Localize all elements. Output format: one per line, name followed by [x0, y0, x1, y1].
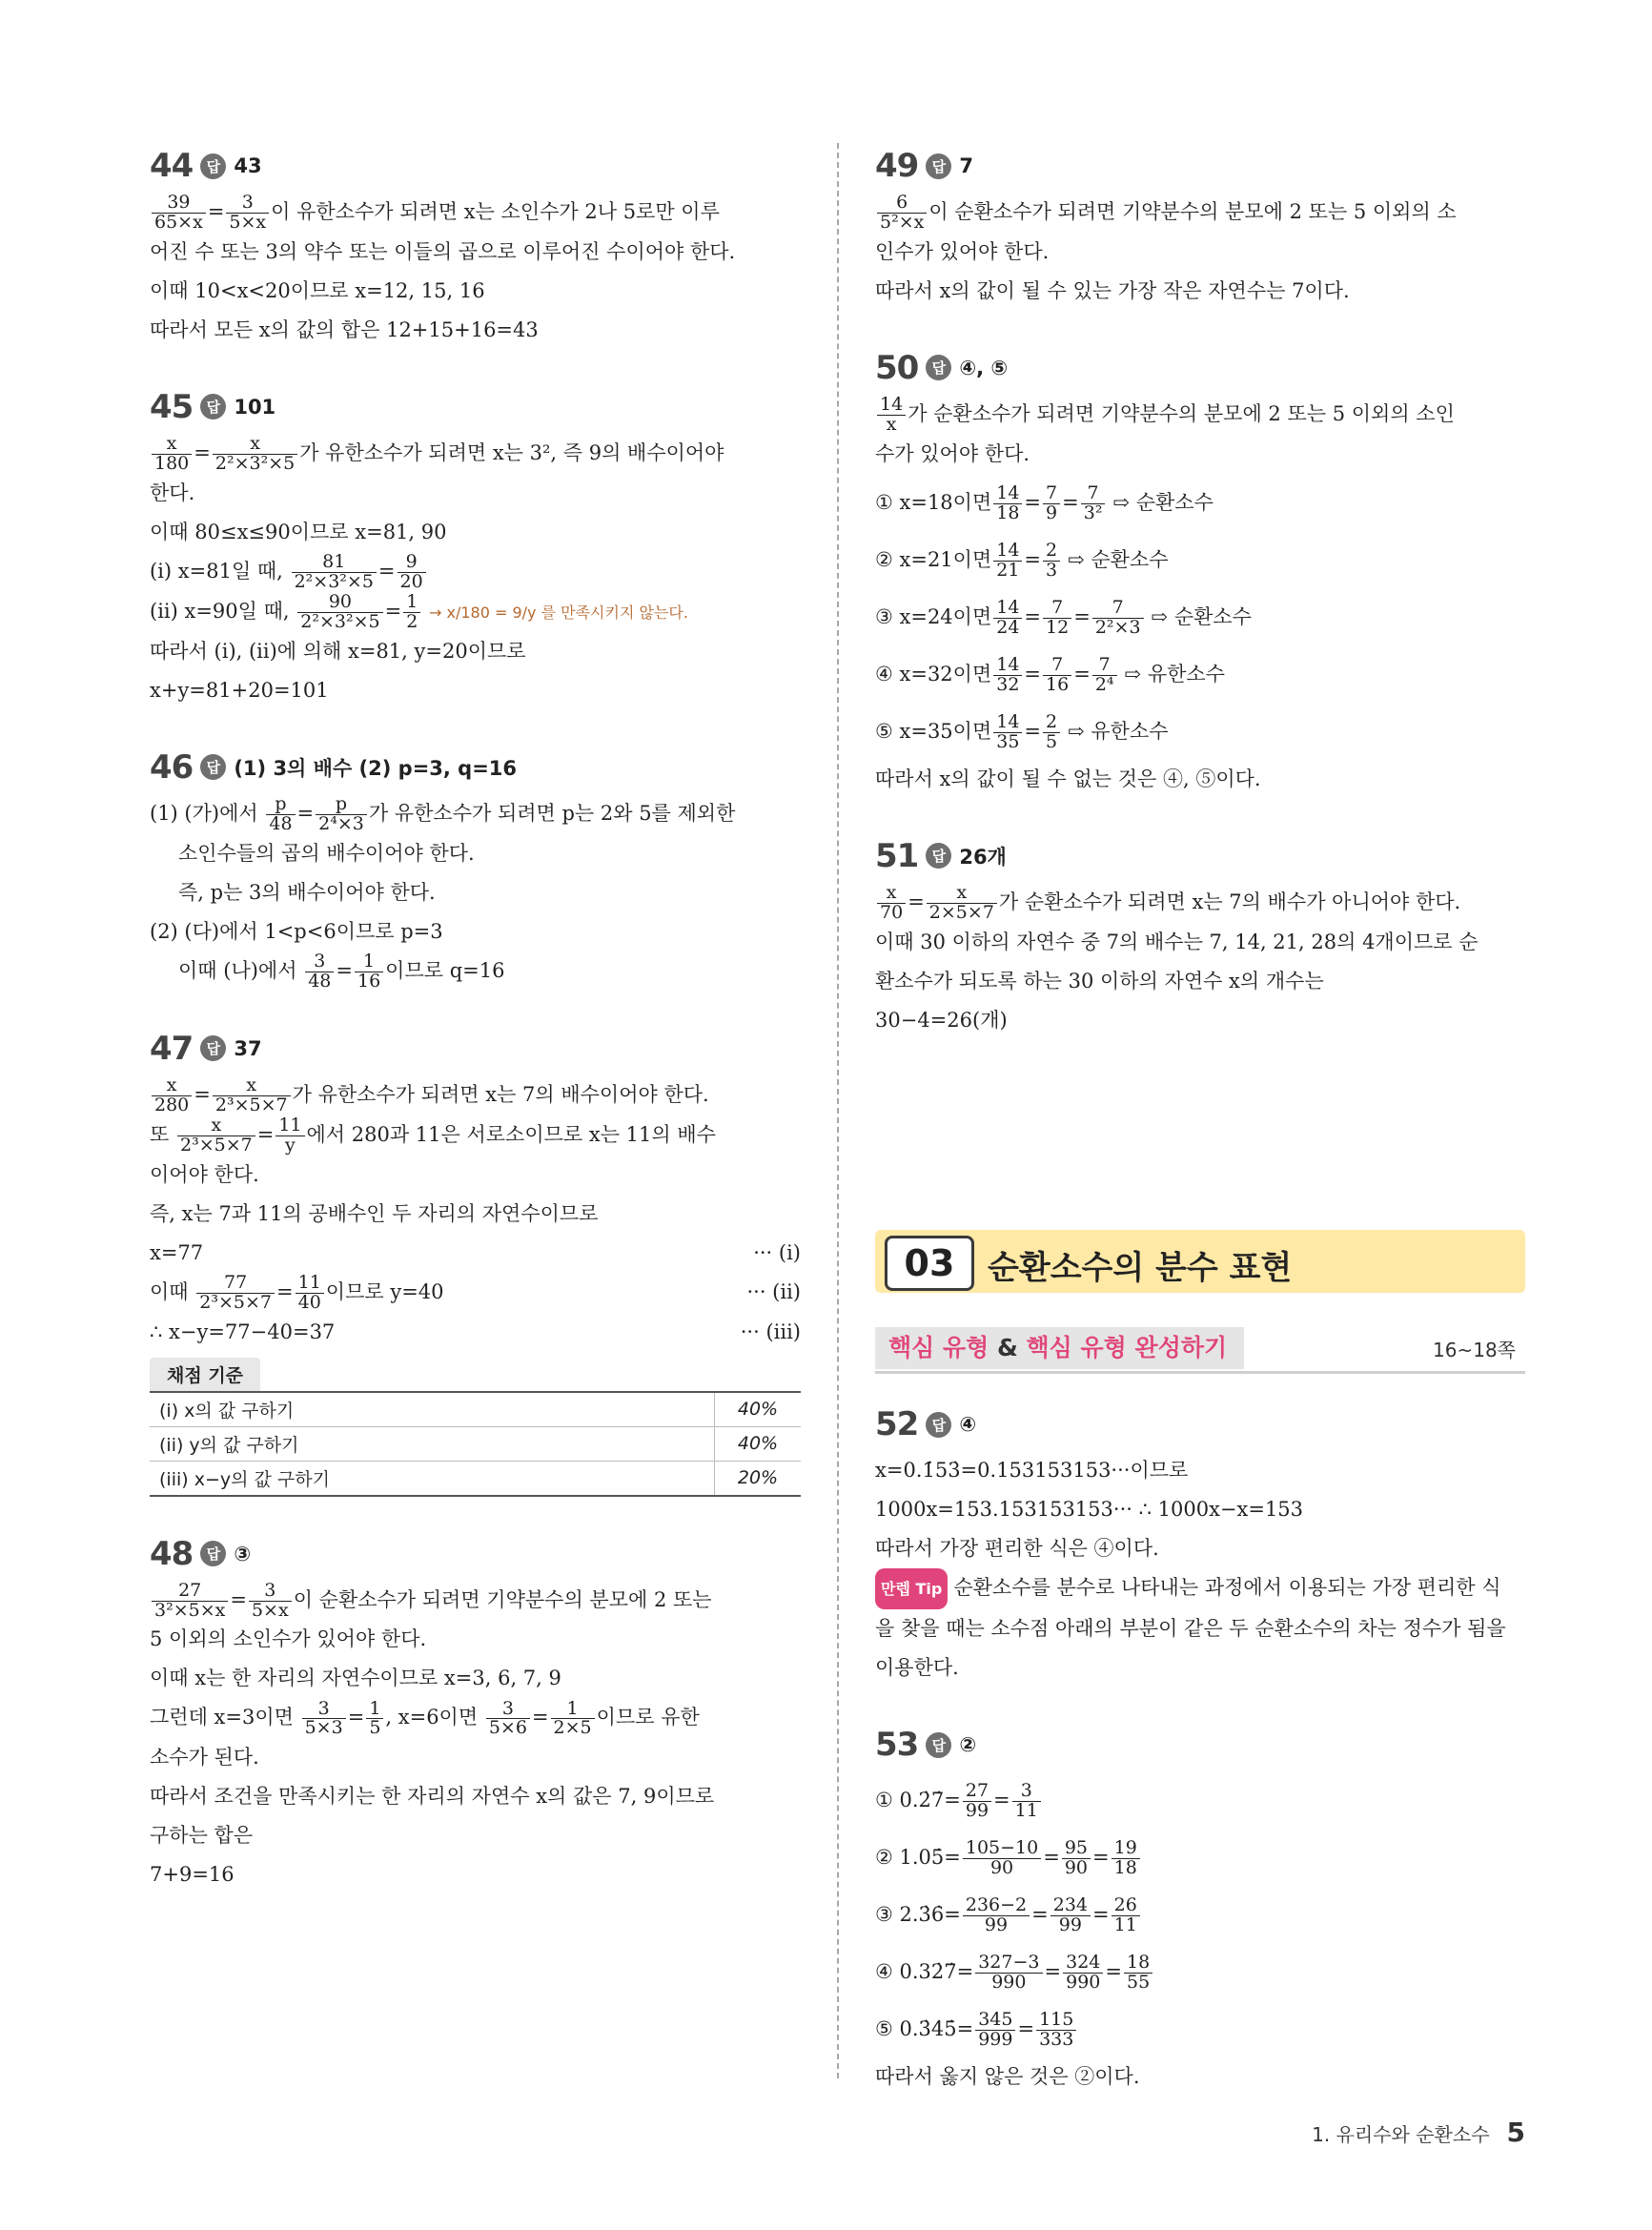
answer: 7 — [959, 154, 973, 177]
problem-47: 47 답 37 $\frac{x}{280}$ = $\frac{x}{\text{2³×5×7}}$ 가 유한소수가 되려면 x는 7의 배수이어야 한다. 또 $\frac{x}{\text{2³×5×7}}$ = $\frac{11}{y}$ 에서 280과 11은 서로소이므로 x는 11의 배수 이어야 한다. 즉, x는 7과 11의 공배수인 두 자리의 자연수이므로 x=77 ··· (i) 이때 $\frac{77}{\text{2³×5×7}}$ = $\frac{11}{40}$ 이므로 y=40 ··· (ii) ∴ x−y=77−40=37 ··· (iii) 채점 기준 (i) x의 값 구하기 40% (ii) y의 값 구하기 40% (iii) x−y의 값 구하기 20% — [150, 1026, 801, 1497]
fraction: $\frac{p}{\text{2⁴×3}}$ — [316, 795, 367, 834]
text: (1) (가)에서 — [150, 801, 258, 825]
text: 30−4=26(개) — [875, 1008, 1008, 1032]
answer-badge: 답 — [200, 394, 226, 419]
problem-45: 45 답 101 $\frac{x}{180}$ = $\frac{x}{\text{2²×3²×5}}$ 가 유한소수가 되려면 x는 3², 즉 9의 배수이어야 한다. 이때 80≤x≤90이므로 x=81, 90 (i) x=81일 때, $\frac{81}{\text{2²×3²×5}}$ = $\frac{9}{20}$ (ii) x=90일 때, $\frac{90}{\text{2²×3²×5}}$ = $\frac{1}{2}$ → x/180 = 9/y 를 만족시키지 않는다. 따라서 (i), (ii)에 의해 x=81, y=20이므로 x+y=81+20=101 — [150, 384, 801, 710]
grading-criteria — [150, 1358, 801, 1497]
choice-result: ⇨ 순환소수 — [1151, 604, 1252, 628]
page-footer — [1312, 2117, 1525, 2148]
grade-percent: 20% — [715, 1461, 802, 1496]
text: 이때 80≤x≤90이므로 x=81, 90 — [150, 520, 447, 543]
step-marker: ··· (iii) — [740, 1320, 801, 1343]
text: 따라서 옳지 않은 것은 ②이다. — [875, 2065, 1140, 2088]
fraction: $\frac{11}{y}$ — [275, 1116, 304, 1156]
answer: ③ — [234, 1542, 252, 1565]
fraction: $\frac{7}{16}$ — [1043, 656, 1071, 695]
answer: ② — [959, 1733, 977, 1756]
fraction: $\frac{27}{99}$ — [963, 1782, 991, 1821]
fraction: $\frac{2}{5}$ — [1043, 713, 1060, 752]
page-range: 16~18쪽 — [1433, 1339, 1516, 1361]
text: 그런데 x=3이면 — [150, 1706, 294, 1729]
fraction: $\frac{9}{20}$ — [398, 553, 426, 592]
subsection-header — [875, 1327, 1525, 1374]
answer-badge: 답 — [926, 153, 951, 179]
text: 또 — [150, 1122, 170, 1146]
text: x=77 — [150, 1240, 204, 1264]
answer: 101 — [234, 395, 276, 419]
problem-number: 46 — [150, 747, 194, 787]
fraction: $\frac{14}{32}$ — [993, 656, 1022, 695]
problem-52 — [875, 1401, 1525, 1688]
fraction: $\frac{3}{5\times 3}$ — [302, 1700, 346, 1739]
problem-number: 47 — [150, 1029, 194, 1068]
fraction: $\frac{19}{18}$ — [1112, 1839, 1140, 1878]
fraction: $\frac{3}{5\times 6}$ — [486, 1700, 530, 1739]
table-row — [150, 1461, 801, 1496]
grade-percent: 40% — [715, 1392, 802, 1427]
text: 을 찾을 때는 소수점 아래의 부분이 같은 두 순환소수의 차는 정수가 됨을 — [875, 1617, 1506, 1640]
fraction: $\frac{1}{2\times 5}$ — [551, 1700, 595, 1739]
text: (i) x=81일 때, — [150, 559, 283, 583]
text: , x=6이면 — [385, 1706, 479, 1729]
list-item: ⑤ 0.3̇45̇= $\frac{345}{999}$ = $\frac{115}{333}$ — [875, 2000, 1525, 2057]
fraction: $\frac{1}{2}$ — [403, 593, 420, 632]
text: 즉, x는 7과 11의 공배수인 두 자리의 자연수이므로 — [150, 1201, 599, 1225]
fraction: $\frac{3}{11}$ — [1012, 1782, 1041, 1821]
problem-number: 45 — [150, 387, 194, 426]
fraction: $\frac{115}{333}$ — [1036, 2011, 1076, 2050]
choice-label: ⑤ 0.3̇45̇= — [875, 2017, 974, 2040]
text: 따라서 가장 편리한 식은 ④이다. — [875, 1537, 1159, 1560]
text: 인수가 있어야 한다. — [875, 239, 1050, 263]
choice-list — [875, 1771, 1525, 2057]
answer-badge: 답 — [926, 843, 951, 869]
text: 가 유한소수가 되려면 x는 3², 즉 9의 배수이어야 — [299, 440, 724, 464]
fraction: $\frac{x}{\text{2³×5×7}}$ — [177, 1116, 255, 1156]
fraction: $\frac{7}{\text{3²}}$ — [1081, 484, 1106, 523]
choice-label: ② 1.05̇= — [875, 1846, 961, 1869]
section-number: 03 — [885, 1236, 974, 1291]
text: 소수가 된다. — [150, 1746, 259, 1770]
problem-49 — [875, 143, 1525, 311]
answer-badge: 답 — [200, 754, 226, 780]
text: 구하는 합은 — [150, 1824, 254, 1848]
subsection-label-a: 핵심 유형 — [888, 1334, 989, 1361]
section-title: 순환소수의 분수 표현 — [988, 1249, 1293, 1287]
problem-number: 49 — [875, 147, 919, 185]
fraction: $\frac{11}{40}$ — [296, 1274, 324, 1313]
fraction: $\frac{x}{70}$ — [877, 884, 906, 923]
problem-44: 44 답 43 $\frac{39}{65\times x}$ = $\frac{3}{5\times x}$ 이 유한소수가 되려면 x는 소인수가 2나 5로만 이루 어진 수 또는 3의 약수 또는 이들의 곱으로 이루어진 수이어야 한다. 이때 10<x<20이므로 x=12, 15, 16 따라서 모든 x의 값의 합은 12+15+16=43 — [150, 143, 801, 350]
text: 따라서 모든 x의 값의 합은 12+15+16=43 — [150, 317, 539, 341]
text: 이때 — [150, 1279, 189, 1303]
grade-item: (ii) y의 값 구하기 — [150, 1426, 715, 1461]
right-column-lower — [875, 1401, 1525, 2131]
answer: ④, ⑤ — [959, 356, 1009, 379]
fraction: $\frac{3}{5\times x}$ — [249, 1582, 292, 1621]
list-item: ③ x=24이면 $\frac{14}{24}$ = $\frac{7}{12}$ = $\frac{7}{\text{2²×3}}$ ⇨ 순환소수 — [875, 596, 1252, 638]
left-column — [150, 143, 801, 1929]
fraction: $\frac{14}{24}$ — [993, 599, 1022, 638]
text: 이 유한소수가 되려면 x는 소인수가 2나 5로만 이루 — [271, 200, 720, 223]
fraction: $\frac{18}{55}$ — [1124, 1954, 1152, 1993]
problem-50 — [875, 345, 1525, 799]
table-row — [150, 1426, 801, 1461]
answer: 37 — [234, 1036, 262, 1060]
list-item: ④ 0.32̇7̇= $\frac{327-3}{990}$ = $\frac{324}{990}$ = $\frac{18}{55}$ — [875, 1943, 1525, 2000]
grading-label: 채점 기준 — [150, 1358, 260, 1391]
problem-number: 50 — [875, 348, 919, 387]
text: 가 유한소수가 되려면 x는 7의 배수이어야 한다. — [292, 1082, 709, 1106]
text: 이어야 한다. — [150, 1162, 259, 1186]
fraction: $\frac{105-10}{90}$ — [963, 1839, 1041, 1878]
choice-result: ⇨ 순환소수 — [1112, 490, 1214, 514]
list-item: ② 1.05̇= $\frac{105-10}{90}$ = $\frac{95}{90}$ = $\frac{19}{18}$ — [875, 1829, 1525, 1886]
fraction: $\frac{345}{999}$ — [975, 2011, 1015, 2050]
text: 이므로 y=40 — [325, 1279, 444, 1303]
fraction: $\frac{14}{x}$ — [877, 396, 906, 435]
text: 이때 30 이하의 자연수 중 7의 배수는 7, 14, 21, 28의 4개이므로 순 — [875, 930, 1479, 953]
section-header — [875, 1230, 1525, 1293]
answer-badge: 답 — [926, 1412, 951, 1438]
text: 따라서 조건을 만족시키는 한 자리의 자연수 x의 값은 7, 9이므로 — [150, 1785, 715, 1809]
problem-number: 52 — [875, 1405, 919, 1443]
fraction: $\frac{27}{\text{3²×5×x}}$ — [152, 1582, 228, 1621]
fraction: $\frac{95}{90}$ — [1062, 1839, 1091, 1878]
text: 환소수가 되도록 하는 30 이하의 자연수 x의 개수는 — [875, 969, 1324, 992]
problem-51: 51 답 26개 $\frac{x}{70}$ = $\frac{x}{2\times 5\times 7}$ 가 순환소수가 되려면 x는 7의 배수가 아니어야 한다. 이때 30 이하의 자연수 중 7의 배수는 7, 14, 21, 28의 4개이므로 순 환소수가 되도록 하는 30 이하의 자연수 x의 개수는 30−4=26(개) — [875, 833, 1525, 1040]
subsection-label-b: 핵심 유형 완성하기 — [1026, 1334, 1228, 1361]
text: 이때 10<x<20이므로 x=12, 15, 16 — [150, 278, 485, 302]
chapter-title: 1. 유리수와 순환소수 — [1312, 2123, 1490, 2146]
answer-badge: 답 — [200, 1035, 226, 1061]
fraction: $\frac{90}{\text{2²×3²×5}}$ — [297, 593, 382, 632]
choice-label: ③ 2.3̇6̇= — [875, 1903, 961, 1926]
text: 이용한다. — [875, 1656, 959, 1679]
page-number: 5 — [1506, 2117, 1525, 2148]
text: 따라서 x의 값이 될 수 없는 것은 ④, ⑤이다. — [875, 767, 1261, 790]
text: x=0.1̇53̇=0.153153153···이므로 — [875, 1459, 1189, 1482]
text: 이므로 유한 — [596, 1706, 700, 1729]
text: ∴ x−y=77−40=37 — [150, 1320, 336, 1343]
text: 순환소수를 분수로 나타내는 과정에서 이용되는 가장 편리한 식 — [953, 1576, 1501, 1599]
text: 수가 있어야 한다. — [875, 441, 1030, 465]
choice-label: ② x=21이면 — [875, 547, 992, 571]
fraction: $\frac{7}{\text{2⁴}}$ — [1092, 656, 1117, 695]
text: 7+9=16 — [150, 1863, 235, 1887]
grading-table — [150, 1391, 801, 1497]
list-item: ② x=21이면 $\frac{14}{21}$ = $\frac{2}{3}$ ⇨ 순환소수 — [875, 539, 1169, 581]
answer-badge: 답 — [200, 1541, 226, 1566]
fraction: $\frac{14}{35}$ — [993, 713, 1022, 752]
text: 이 순환소수가 되려면 기약분수의 분모에 2 또는 5 이외의 소 — [928, 200, 1457, 223]
choice-result: ⇨ 유한소수 — [1124, 662, 1225, 685]
text: 따라서 x의 값이 될 수 있는 가장 작은 자연수는 7이다. — [875, 278, 1350, 302]
choice-label: ① x=18이면 — [875, 490, 992, 514]
answer: 43 — [234, 154, 262, 177]
fraction: $\frac{7}{\text{2²×3}}$ — [1092, 599, 1144, 638]
fraction: $\frac{26}{11}$ — [1112, 1896, 1140, 1935]
fraction: $\frac{3}{5\times x}$ — [226, 194, 269, 233]
text: 5 이외의 소인수가 있어야 한다. — [150, 1627, 427, 1651]
grade-item: (i) x의 값 구하기 — [150, 1392, 715, 1427]
fraction: $\frac{1}{16}$ — [355, 952, 383, 992]
problem-48: 48 답 ③ $\frac{27}{\text{3²×5×x}}$ = $\frac{3}{5\times x}$ 이 순환소수가 되려면 기약분수의 분모에 2 또는 5 이외의 소인수가 있어야 한다. 이때 x는 한 자리의 자연수이므로 x=3, 6, 7, 9 그런데 x=3이면 $\frac{3}{5\times 3}$ = $\frac{1}{5}$ , x=6이면 $\frac{3}{5\times 6}$ = $\frac{1}{2\times 5}$ 이므로 유한 소수가 된다. 따라서 조건을 만족시키는 한 자리의 자연수 x의 값은 7, 9이므로 구하는 합은 7+9=16 — [150, 1531, 801, 1895]
problem-number: 48 — [150, 1534, 194, 1573]
fraction: $\frac{2}{3}$ — [1043, 542, 1060, 581]
fraction: $\frac{x}{280}$ — [152, 1076, 192, 1115]
text: 한다. — [150, 481, 195, 504]
text: 이므로 q=16 — [385, 958, 505, 982]
choice-label: ⑤ x=35이면 — [875, 719, 992, 743]
text: 따라서 (i), (ii)에 의해 x=81, y=20이므로 — [150, 639, 526, 663]
choice-result: ⇨ 유한소수 — [1068, 719, 1169, 743]
text: (2) (다)에서 1<p<6이므로 p=3 — [150, 919, 443, 943]
fraction: $\frac{1}{5}$ — [366, 1700, 383, 1739]
fraction: $\frac{7}{9}$ — [1043, 484, 1060, 523]
fraction: $\frac{6}{\text{5²×x}}$ — [877, 194, 927, 233]
problem-number: 44 — [150, 147, 194, 185]
fraction: $\frac{324}{990}$ — [1063, 1954, 1103, 1993]
text: 가 순환소수가 되려면 x는 7의 배수가 아니어야 한다. — [998, 890, 1461, 913]
answer: (1) 3의 배수 (2) p=3, q=16 — [234, 756, 518, 780]
fraction: $\frac{14}{18}$ — [993, 484, 1022, 523]
problem-46: 46 답 (1) 3의 배수 (2) p=3, q=16 (1) (가)에서 $\frac{p}{48}$ = $\frac{p}{\text{2⁴×3}}$ 가 유한소수가 되려면 p는 2와 5를 제외한 소인수들의 곱의 배수이어야 한다. 즉, p는 3의 배수이어야 한다. (2) (다)에서 1<p<6이므로 p=3 이때 (나)에서 $\frac{3}{48}$ = $\frac{1}{16}$ 이므로 q=16 — [150, 745, 801, 992]
tip-badge: 만렙 Tip — [875, 1568, 948, 1609]
choice-list — [875, 474, 1525, 760]
list-item: ① 0.2̇7̇= $\frac{27}{99}$ = $\frac{3}{11}$ — [875, 1771, 1525, 1829]
text: (ii) x=90일 때, — [150, 599, 290, 623]
text: 이때 (나)에서 — [178, 958, 297, 982]
problem-53 — [875, 1722, 1525, 2097]
fraction: $\frac{14}{21}$ — [993, 542, 1022, 581]
column-divider — [837, 143, 839, 2078]
text: 가 순환소수가 되려면 기약분수의 분모에 2 또는 5 이외의 소인 — [908, 401, 1455, 425]
problem-number: 51 — [875, 836, 919, 875]
subsection-tab — [875, 1327, 1244, 1369]
text: 이때 x는 한 자리의 자연수이므로 x=3, 6, 7, 9 — [150, 1667, 561, 1690]
choice-label: ③ x=24이면 — [875, 604, 992, 628]
text: 1000x=153.153153153··· ∴ 1000x−x=153 — [875, 1498, 1304, 1521]
subsection-amp: & — [989, 1334, 1027, 1361]
choice-label: ① 0.2̇7̇= — [875, 1789, 961, 1811]
text: 어진 수 또는 3의 약수 또는 이들의 곱으로 이루어진 수이어야 한다. — [150, 239, 736, 263]
answer: ④ — [959, 1413, 977, 1436]
text: 소인수들의 곱의 배수이어야 한다. — [178, 841, 475, 865]
text: 즉, p는 3의 배수이어야 한다. — [178, 880, 436, 904]
answer-badge: 답 — [926, 355, 951, 380]
answer-badge: 답 — [926, 1732, 951, 1758]
text: 가 유한소수가 되려면 p는 2와 5를 제외한 — [368, 801, 736, 825]
text: x+y=81+20=101 — [150, 678, 329, 702]
fraction: $\frac{x}{\text{2³×5×7}}$ — [213, 1076, 291, 1115]
fraction: $\frac{39}{65\times x}$ — [152, 194, 206, 233]
text: 에서 280과 11은 서로소이므로 x는 11의 배수 — [306, 1122, 716, 1146]
margin-note: → x/180 = 9/y 를 만족시키지 않는다. — [429, 603, 688, 622]
right-column — [875, 143, 1525, 1074]
answer: 26개 — [959, 845, 1007, 869]
fraction: $\frac{p}{48}$ — [266, 795, 295, 834]
fraction: $\frac{x}{\text{2²×3²×5}}$ — [213, 435, 297, 474]
list-item: ③ 2.3̇6̇= $\frac{236-2}{99}$ = $\frac{234}{99}$ = $\frac{26}{11}$ — [875, 1886, 1525, 1943]
choice-result: ⇨ 순환소수 — [1068, 547, 1169, 571]
fraction: $\frac{236-2}{99}$ — [963, 1896, 1030, 1935]
fraction: $\frac{3}{48}$ — [305, 952, 334, 992]
fraction: $\frac{234}{99}$ — [1050, 1896, 1091, 1935]
choice-label: ④ x=32이면 — [875, 662, 992, 685]
list-item: ① x=18이면 $\frac{14}{18}$ = $\frac{7}{9}$ = $\frac{7}{\text{3²}}$ ⇨ 순환소수 — [875, 481, 1214, 523]
table-row — [150, 1392, 801, 1427]
text: 이 순환소수가 되려면 기약분수의 분모에 2 또는 — [293, 1587, 712, 1611]
fraction: $\frac{77}{\text{2³×5×7}}$ — [196, 1274, 275, 1313]
choice-label: ④ 0.32̇7̇= — [875, 1960, 974, 1983]
answer-badge: 답 — [200, 153, 226, 179]
fraction: $\frac{x}{2\times 5\times 7}$ — [927, 884, 997, 923]
grade-item: (iii) x−y의 값 구하기 — [150, 1461, 715, 1496]
problem-number: 53 — [875, 1726, 919, 1764]
fraction: $\frac{x}{180}$ — [152, 435, 192, 474]
grade-percent: 40% — [715, 1426, 802, 1461]
step-marker: ··· (ii) — [746, 1279, 801, 1303]
list-item: ⑤ x=35이면 $\frac{14}{35}$ = $\frac{2}{5}$ ⇨ 유한소수 — [875, 710, 1169, 752]
step-marker: ··· (i) — [753, 1240, 801, 1264]
fraction: $\frac{327-3}{990}$ — [975, 1954, 1042, 1993]
fraction: $\frac{7}{12}$ — [1043, 599, 1071, 638]
fraction: $\frac{81}{\text{2²×3²×5}}$ — [292, 553, 377, 592]
list-item: ④ x=32이면 $\frac{14}{32}$ = $\frac{7}{16}$ = $\frac{7}{\text{2⁴}}$ ⇨ 유한소수 — [875, 653, 1225, 695]
